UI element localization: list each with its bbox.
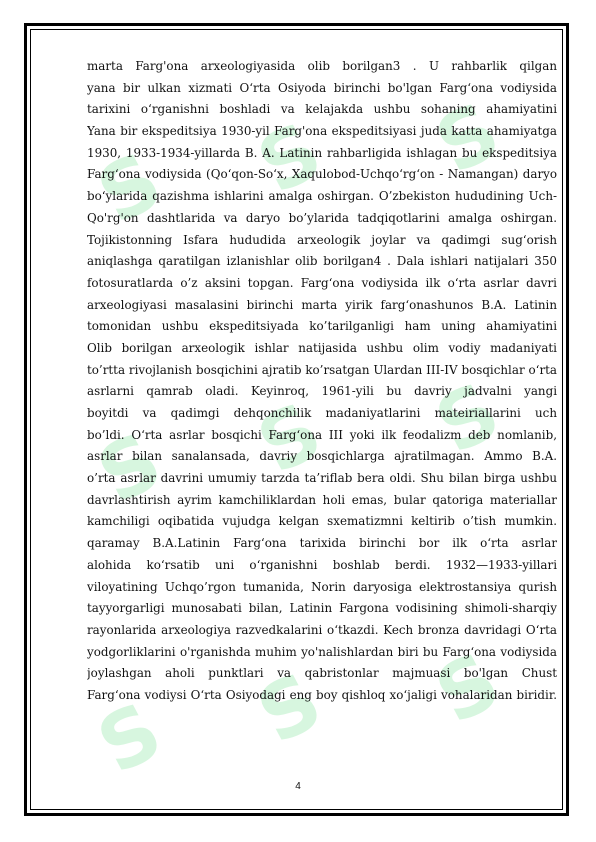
text-line: Farg‘ona vodiysi O‘rta Osiyodagi eng boy qishloq xo‘jaligi vohalaridan biridir.: [87, 687, 557, 702]
text-line: asrlarni qamrab oladi. Keyinroq, 1961-yili bu davriy jadvalni yangi: [87, 384, 557, 399]
text-line: davrlashtirish ayrim kamchiliklardan holi emas, bular qatoriga materiallar: [87, 492, 557, 507]
text-line: to’rtta rivojlanish bosqichini ajratib ko’rsatgan Ulardan III-IV bosqichlar o‘rta: [87, 362, 557, 377]
text-line: qaramay B.A.Latinin Farg‘ona tarixida birinchi bor ilk o‘rta asrlar: [87, 536, 557, 551]
text-line: joylashgan aholi punktlari va qabristonlar majmuasi bo'lgan Chust: [87, 666, 557, 681]
text-line: Qo'rg'on dashtlarida va daryo bo’ylarida tadqiqotlarini amalga oshirgan.: [87, 210, 557, 225]
text-line: Tojikistonning Isfara hududida arxeologik joylar va qadimgi sug‘orish: [87, 232, 557, 247]
text-line: Yana bir ekspeditsiya 1930-yil Farg'ona ekspeditsiyasi juda katta ahamiyatga: [87, 124, 557, 139]
watermark-logo: S: [84, 686, 177, 792]
text-line: tarixini o‘rganishni boshladi va kelajakda ushbu sohaning ahamiyatini: [87, 102, 557, 117]
body-paragraph: [84, 56, 557, 707]
text-line: marta Farg'ona arxeologiyasida olib borilgan3 . U rahbarlik qilgan: [87, 59, 557, 73]
text-line: bo’ldi. O‘rta asrlar bosqichi Farg‘ona III yoki ilk feodalizm deb nomlanib,: [87, 427, 557, 442]
text-line: yana bir ulkan xizmati O‘rta Osiyoda birinchi bo'lgan Farg‘ona vodiysida: [87, 80, 557, 95]
text-line: Farg‘ona vodiysida (Qo‘qon-So‘x, Xaqulobod-Uchqo‘rg‘on - Namangan) daryo: [87, 167, 557, 182]
text-line: arxeologiyasi masalasini birinchi marta yirik farg‘onashunos B.A. Latinin: [87, 297, 557, 312]
text-line: tayyorgarligi munosabati bilan, Latinin Fargona vodisining shimoli-sharqiy: [87, 601, 557, 616]
text-line: rayonlarida arxeologiya razvedkalarini o‘tkazdi. Kech bronza davridagi O‘rta: [87, 622, 557, 637]
text-line: boyitdi va qadimgi dehqonchilik madaniyatlarini mateiriallarini uch: [87, 406, 557, 420]
watermark-logo: S: [422, 366, 515, 472]
watermark-logo: S: [422, 86, 515, 192]
watermark-logo: S: [422, 636, 515, 742]
watermark-logo: S: [244, 656, 337, 762]
watermark-logo: S: [244, 106, 337, 212]
watermark-logo: S: [84, 416, 177, 522]
text-line: asrlar bilan sanalansada, davriy bosqichlarga ajratilmagan. Ammo B.A.: [87, 449, 557, 464]
text-line: kamchiligi oqibatida vujudga kelgan sxematizmni keltirib o’tish mumkin.: [87, 514, 557, 529]
text-line: tomonidan ushbu ekspeditsiyada ko’tarilganligi ham uning ahamiyatini: [87, 319, 557, 334]
text-line: 1930, 1933-1934-yillarda B. A. Latinin rahbarligida ishlagan bu ekspeditsiya: [87, 145, 557, 160]
text-line: Olib borilgan arxeologik ishlar natijasida ushbu olim vodiy madaniyati: [87, 340, 557, 355]
watermark-logo: S: [84, 136, 177, 242]
text-line: bo‘ylarida qazishma ishlarini amalga oshirgan. O’zbekiston hududining Uch-: [87, 189, 557, 204]
text-line: aniqlashga qaratilgan izlanishlar olib borilgan4 . Dala ishlari natijalari 350: [87, 254, 557, 269]
page-number: 4: [295, 781, 301, 792]
text-line: yodgorliklarini o'rganishda muhim yo'nalishlardan biri bu Farg‘ona vodiysida: [87, 644, 557, 659]
text-line: fotosuratlarda o’z aksini topgan. Farg‘ona vodiysida ilk o‘rta asrlar davri: [87, 275, 557, 290]
text-line: alohida ko‘rsatib uni o‘rganishni boshlab berdi. 1932—1933-yillari: [87, 557, 557, 572]
text-line: viloyatining Uchqo’rgon tumanida, Norin daryosiga elektrostansiya qurish: [87, 579, 557, 594]
text-line: o’rta asrlar davrini umumiy tarzda ta’riflab bera oldi. Shu bilan birga ushbu: [87, 471, 557, 486]
watermark-logo: S: [244, 386, 337, 492]
